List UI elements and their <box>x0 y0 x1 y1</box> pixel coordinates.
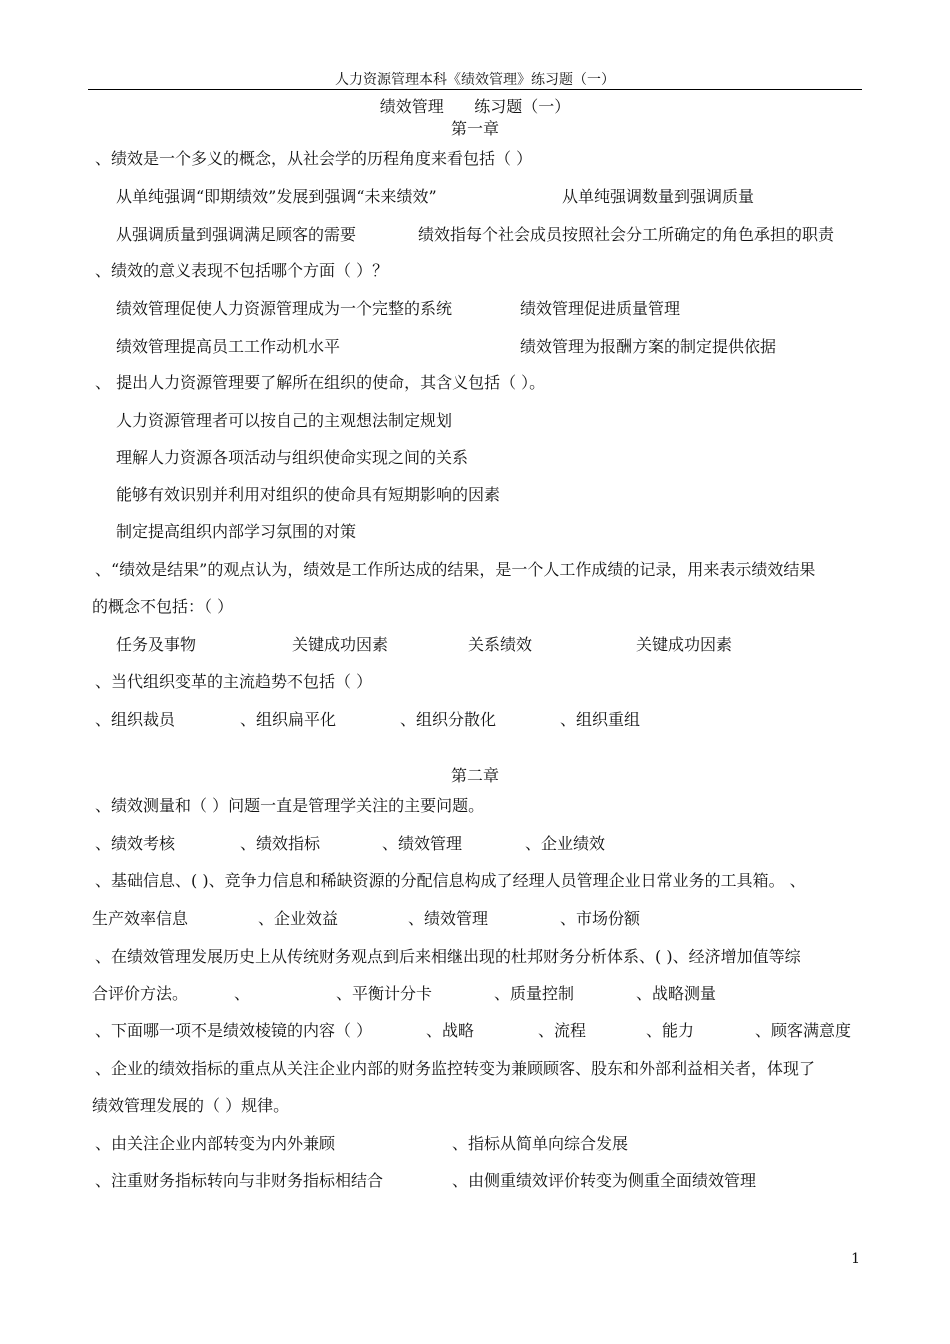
document-title: 绩效管理 练习题（一） <box>379 97 571 116</box>
ch1-q2-option-c: 绩效管理提高员工工作动机水平 <box>116 337 341 356</box>
ch2-q1-stem: 、绩效测量和（ ）问题一直是管理学关注的主要问题。 <box>95 796 485 815</box>
ch1-q4-option-a: 任务及事物 <box>116 635 197 654</box>
ch2-q4-option-d: 、顾客满意度 <box>755 1021 852 1040</box>
ch2-q2-option-b: 、企业效益 <box>258 909 339 928</box>
ch1-q3-option-c: 能够有效识别并利用对组织的使命具有短期影响的因素 <box>116 485 501 504</box>
ch1-q1-option-b: 从单纯强调数量到强调质量 <box>562 187 755 206</box>
ch2-q5-stem-line2: 绩效管理发展的（ ）规律。 <box>92 1096 290 1115</box>
ch2-q1-option-a: 、绩效考核 <box>95 834 176 853</box>
ch1-q4-option-c: 关系绩效 <box>468 635 533 654</box>
ch1-q4-option-d: 关键成功因素 <box>636 635 733 654</box>
ch2-q2-option-d: 、市场份额 <box>560 909 641 928</box>
ch1-q1-option-a: 从单纯强调“即期绩效”发展到强调“未来绩效” <box>116 187 437 206</box>
ch1-q5-option-a: 、组织裁员 <box>95 710 176 729</box>
ch2-q4-stem: 、下面哪一项不是绩效棱镜的内容（ ） <box>95 1021 373 1040</box>
ch2-q2-option-a: 生产效率信息 <box>92 909 189 928</box>
ch2-q4-option-a: 、战略 <box>426 1021 475 1040</box>
running-header: 人力资源管理本科《绩效管理》练习题（一） <box>335 72 615 88</box>
ch2-q1-option-b: 、绩效指标 <box>240 834 321 853</box>
ch1-q2-option-d: 绩效管理为报酬方案的制定提供依据 <box>520 337 777 356</box>
ch2-q5-option-d: 、由侧重绩效评价转变为侧重全面绩效管理 <box>452 1171 757 1190</box>
ch2-q4-option-c: 、能力 <box>646 1021 695 1040</box>
ch2-q1-option-d: 、企业绩效 <box>525 834 606 853</box>
ch2-q1-option-c: 、绩效管理 <box>382 834 463 853</box>
ch1-q4-stem-line2: 的概念不包括：（ ） <box>92 597 234 616</box>
ch2-q3-stem-line2: 合评价方法。 <box>92 984 189 1003</box>
ch1-q5-option-d: 、组织重组 <box>560 710 641 729</box>
ch1-q4-option-b: 关键成功因素 <box>292 635 389 654</box>
chapter2-heading: 第二章 <box>450 766 499 785</box>
header-rule <box>88 89 862 90</box>
ch1-q5-option-c: 、组织分散化 <box>400 710 497 729</box>
ch1-q2-option-b: 绩效管理促进质量管理 <box>520 299 681 318</box>
ch1-q3-stem: 、 提出人力资源管理要了解所在组织的使命，其含义包括（ ）。 <box>95 373 546 392</box>
ch2-q5-option-a: 、由关注企业内部转变为内外兼顾 <box>95 1134 336 1153</box>
ch1-q1-stem: 、绩效是一个多义的概念，从社会学的历程角度来看包括（ ） <box>95 149 533 168</box>
ch2-q2-option-c: 、绩效管理 <box>408 909 489 928</box>
ch1-q3-option-a: 人力资源管理者可以按自己的主观想法制定规划 <box>116 411 453 430</box>
ch2-q3-option-b: 、平衡计分卡 <box>336 984 433 1003</box>
ch2-q5-option-c: 、注重财务指标转向与非财务指标相结合 <box>95 1171 384 1190</box>
page-number: 1 <box>851 1251 860 1267</box>
chapter1-heading: 第一章 <box>450 119 499 138</box>
ch1-q1-option-d: 绩效指每个社会成员按照社会分工所确定的角色承担的职责 <box>418 225 835 244</box>
ch1-q5-option-b: 、组织扁平化 <box>240 710 337 729</box>
ch1-q2-option-a: 绩效管理促使人力资源管理成为一个完整的系统 <box>116 299 453 318</box>
ch2-q5-stem-line1: 、企业的绩效指标的重点从关注企业内部的财务监控转变为兼顾顾客、股东和外部利益相关者，体现了 <box>95 1059 816 1078</box>
ch2-q3-option-c: 、质量控制 <box>494 984 575 1003</box>
ch2-q4-option-b: 、流程 <box>538 1021 587 1040</box>
ch1-q3-option-d: 制定提高组织内部学习氛围的对策 <box>116 522 357 541</box>
ch1-q1-option-c: 从强调质量到强调满足顾客的需要 <box>116 225 357 244</box>
ch1-q5-stem: 、当代组织变革的主流趋势不包括（ ） <box>95 672 373 691</box>
ch2-q2-stem: 、基础信息、( )、竞争力信息和稀缺资源的分配信息构成了经理人员管理企业日常业务的工具箱。 、 <box>95 871 806 890</box>
ch1-q2-stem: 、绩效的意义表现不包括哪个方面（ ）？ <box>95 261 389 280</box>
ch1-q4-stem-line1: 、“绩效是结果”的观点认为，绩效是工作所达成的结果，是一个人工作成绩的记录，用来表示绩效结果 <box>95 560 816 579</box>
ch2-q5-option-b: 、指标从简单向综合发展 <box>452 1134 629 1153</box>
ch2-q3-option-a: 、 <box>234 984 251 1003</box>
ch1-q3-option-b: 理解人力资源各项活动与组织使命实现之间的关系 <box>116 448 469 467</box>
ch2-q3-option-d: 、战略测量 <box>636 984 717 1003</box>
ch2-q3-stem: 、在绩效管理发展历史上从传统财务观点到后来相继出现的杜邦财务分析体系、( )、经济增加值等综 <box>95 947 801 966</box>
